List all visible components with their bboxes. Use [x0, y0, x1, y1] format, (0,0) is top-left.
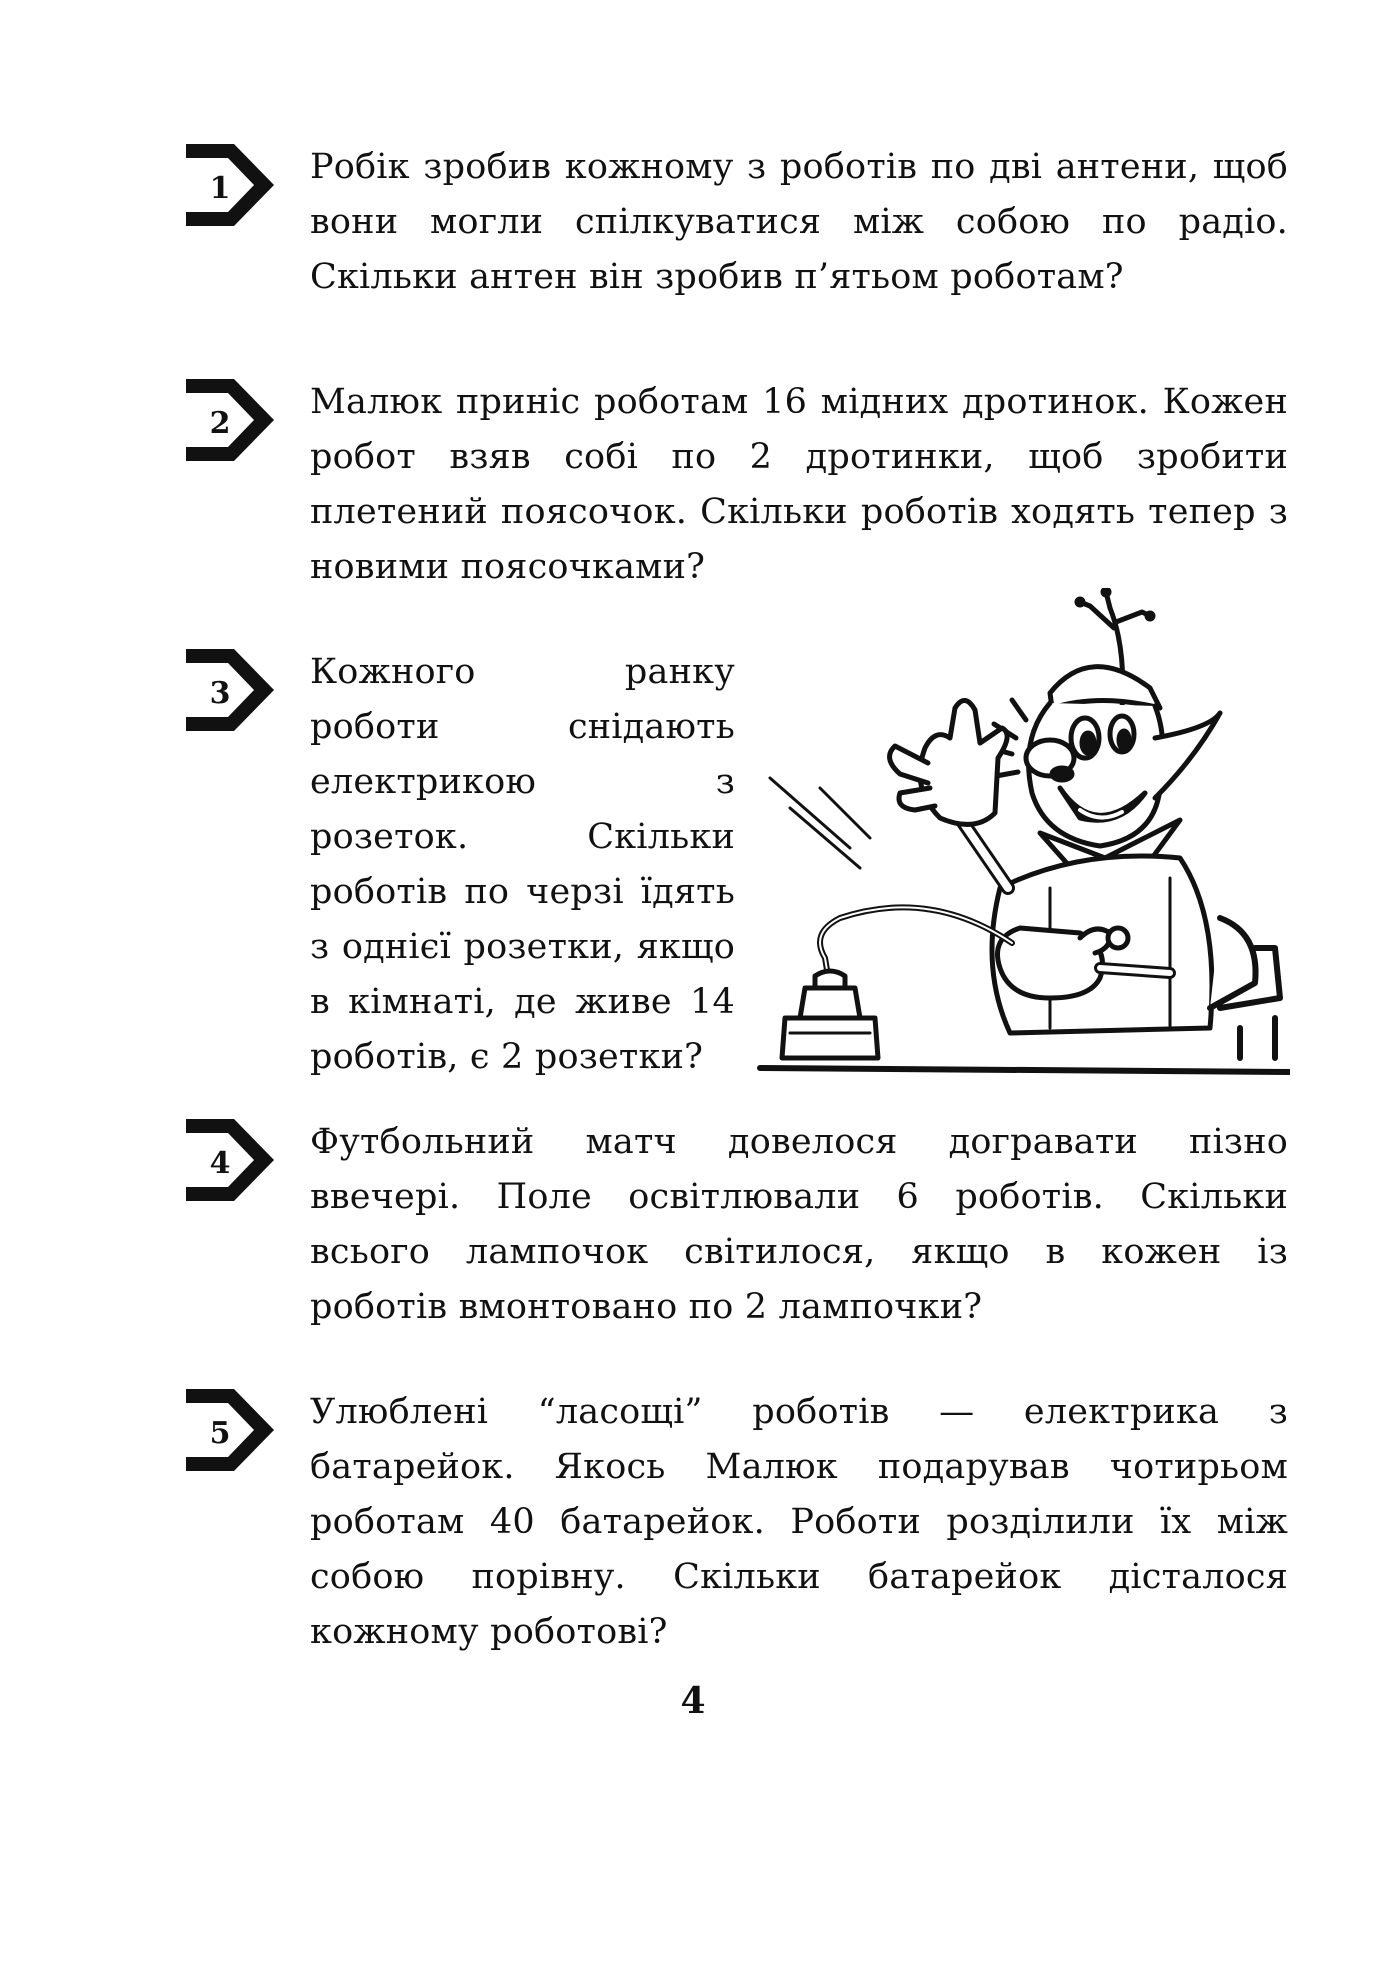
problem-text: Улюблені “ласощі” роботів — електрика з батарейок. Якось Малюк подарував чотирьом роботам 40 батарейок. Роботи розділили їх між собою порівну. Скільки батарейок дісталося кожному роботові? — [310, 1392, 1288, 1652]
problem-text: Футбольний матч довелося догравати пізно ввечері. Поле освітлювали 6 роботів. Скільки всього лампочок світилося, якщо в кожен із роботів вмонтовано по 2 лампочки? — [310, 1122, 1288, 1327]
problem-text: Робік зробив кожному з роботів по дві антени, щоб вони могли спілкуватися між собою по радіо. Скільки антен він зробив п’ятьом роботам? — [310, 147, 1288, 297]
number-badge-arrow-icon — [178, 1115, 278, 1205]
problem-number: 1 — [209, 171, 231, 206]
page-number: 4 — [680, 1680, 706, 1722]
problem-text: Кожного ранку роботи снідають електрикою з розеток. Скільки роботів по черзі їдять з однієї розетки, якщо в кімнаті, де живе 14 роботів, є 2 розетки? — [310, 652, 735, 1077]
number-badge-arrow-icon — [178, 1385, 278, 1475]
problem-number: 3 — [209, 676, 231, 711]
robot-illustration — [750, 588, 1290, 1078]
number-badge-arrow-icon — [178, 645, 278, 735]
number-badge-arrow-icon — [178, 375, 278, 465]
problem-number: 2 — [209, 406, 231, 441]
problem-number: 5 — [209, 1416, 231, 1451]
problem-number: 4 — [209, 1146, 231, 1181]
problem-text: Малюк приніс роботам 16 мідних дротинок. Кожен робот взяв собі по 2 дротинки, щоб зробити плетений поясочок. Скільки роботів ходять тепер з новими поясочками? — [310, 382, 1288, 587]
number-badge-arrow-icon — [178, 140, 278, 230]
